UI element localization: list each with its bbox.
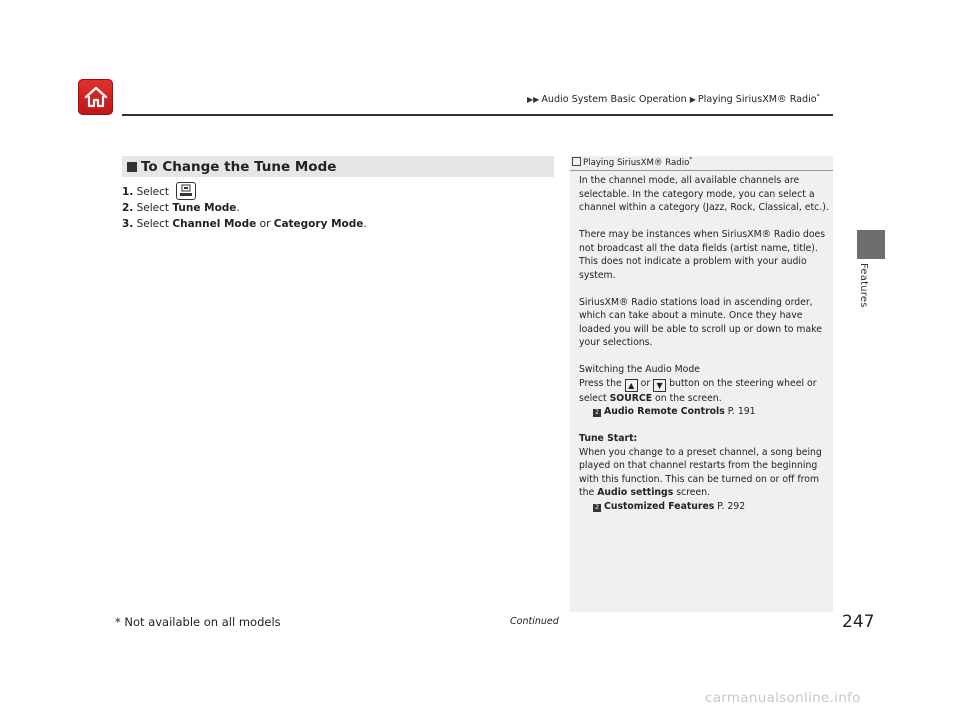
step-number: 2. <box>122 202 134 214</box>
note-divider <box>570 170 833 171</box>
note-icon <box>572 157 581 166</box>
arrow-right-icon: ▶ <box>689 95 696 105</box>
note-title: Playing SiriusXM® Radio* <box>572 156 692 168</box>
header-divider <box>122 114 833 116</box>
step-number: 1. <box>122 186 134 198</box>
step-text: Select <box>136 218 170 230</box>
step-item: 3. Select Channel Mode or Category Mode. <box>122 218 367 230</box>
breadcrumb-item[interactable]: Playing SiriusXM® Radio <box>697 94 817 106</box>
reference-arrow-icon: 2 <box>593 504 601 512</box>
footnote-marker: * <box>816 93 820 100</box>
page-number: 247 <box>842 612 875 632</box>
arrow-right-icon: ▶▶ <box>527 95 540 105</box>
footnote: * Not available on all models <box>115 615 281 629</box>
step-number: 3. <box>122 218 134 230</box>
watermark: carmanualsonline.info <box>705 690 861 706</box>
home-button[interactable] <box>78 79 113 115</box>
menu-button-icon <box>176 182 196 200</box>
menu-option-label: Channel Mode <box>172 218 257 230</box>
continued-label: Continued <box>510 616 559 627</box>
step-item <box>122 182 367 200</box>
section-title: To Change the Tune Mode <box>141 158 337 175</box>
cross-reference-link[interactable]: 2 Customized Features P. 292 <box>579 500 829 514</box>
note-paragraph: There may be instances when SiriusXM® Radio does not broadcast all the data fields (artist name, title). This does not indicate a problem with your audio system. <box>579 229 826 281</box>
arrow-down-button-icon: ▼ <box>653 379 666 392</box>
breadcrumb-item[interactable]: Audio System Basic Operation <box>541 94 687 106</box>
arrow-up-button-icon: ▲ <box>625 379 638 392</box>
menu-option-label: Tune Mode <box>172 202 237 214</box>
chapter-label: Features <box>858 263 869 308</box>
menu-option-label: Category Mode <box>273 218 364 230</box>
note-paragraph: Tune Start: When you change to a preset channel, a song being played on that channel restarts from the beginning with this function. This can be turned on or off from the Audio settings screen. 2 Customized Features P. 292 <box>579 432 829 513</box>
step-text: Select <box>136 202 170 214</box>
step-item: 2. Select Tune Mode. <box>122 202 240 214</box>
note-body <box>579 174 829 513</box>
note-paragraph: In the channel mode, all available channels are selectable. In the category mode, you can select a channel within a category (Jazz, Rock, Classical, etc.). <box>579 175 829 213</box>
section-heading <box>122 156 554 177</box>
breadcrumb <box>527 93 820 105</box>
home-icon <box>83 85 109 109</box>
square-bullet-icon <box>127 162 137 172</box>
reference-arrow-icon: 2 <box>593 409 601 417</box>
note-paragraph: SiriusXM® Radio stations load in ascending order, which can take about a minute. Once they have loaded you will be able to scroll up or down to make your selections. <box>579 296 822 348</box>
note-paragraph: Switching the Audio Mode Press the ▲ or ▼ button on the steering wheel or select SOURCE on the screen. 2 Audio Remote Controls P. 191 <box>579 363 829 419</box>
step-list <box>122 182 367 232</box>
cross-reference-link[interactable]: 2 Audio Remote Controls P. 191 <box>579 405 829 419</box>
chapter-tab[interactable] <box>857 230 885 259</box>
step-text: Select <box>136 186 170 198</box>
